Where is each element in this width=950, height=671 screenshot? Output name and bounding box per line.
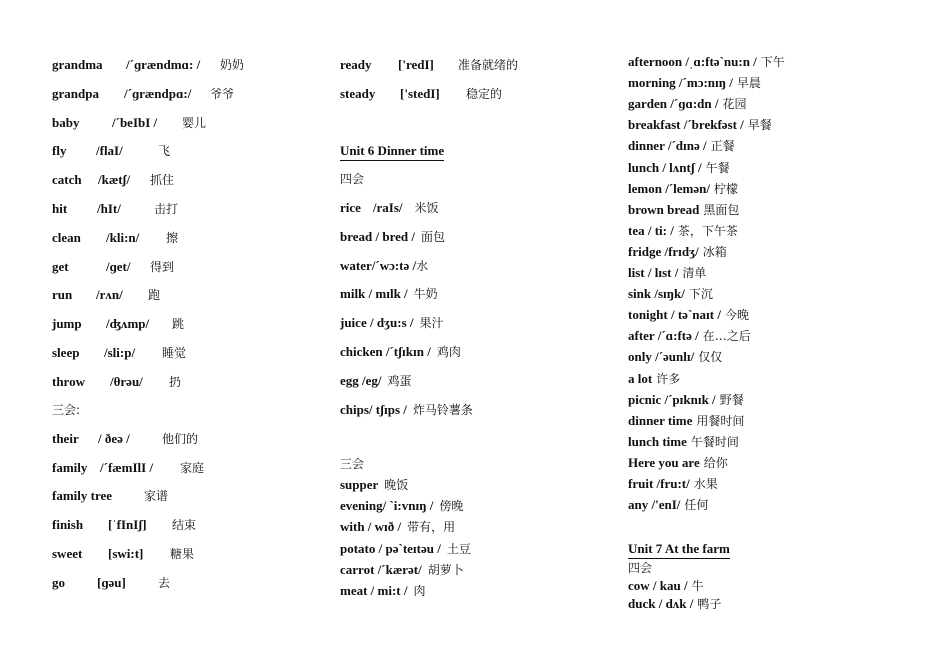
vocab-word: meat / mi:t / bbox=[340, 583, 408, 598]
vocab-word: fridge /frɪdʒ/ bbox=[628, 243, 699, 259]
vocab-word: jump bbox=[52, 316, 82, 332]
vocab-meaning: 用餐时间 bbox=[696, 413, 745, 428]
vocab-row bbox=[340, 541, 471, 557]
vocab-word: sleep bbox=[52, 345, 80, 360]
vocab-word: afternoon /ˌɑ:ftəˋnu:n / bbox=[628, 54, 757, 69]
vocab-word: chicken /ˊtʃɪkɪn / bbox=[340, 344, 431, 359]
vocab-word: cow / kau / bbox=[628, 578, 688, 593]
vocab-meaning: 早晨 bbox=[736, 76, 761, 91]
vocab-meaning: 牛 bbox=[691, 579, 704, 593]
vocab-row bbox=[340, 315, 444, 331]
vocab-word: tea / ti: / bbox=[628, 222, 674, 238]
vocab-word: lunch / lʌntʃ / bbox=[628, 159, 702, 175]
vocab-row bbox=[52, 258, 175, 275]
vocab-row bbox=[52, 517, 197, 533]
vocab-word: go bbox=[52, 574, 65, 590]
vocab-row bbox=[52, 85, 235, 102]
vocab-row bbox=[340, 85, 503, 102]
vocab-row bbox=[628, 265, 706, 281]
vocab-meaning: 家庭 bbox=[180, 460, 205, 475]
vocab-row bbox=[340, 562, 464, 578]
vocab-word: throw bbox=[52, 373, 85, 389]
vocab-meaning: 面包 bbox=[421, 229, 446, 244]
vocab-row bbox=[52, 488, 169, 504]
vocab-word: steady bbox=[340, 85, 376, 101]
vocab-meaning: 果汁 bbox=[419, 316, 444, 331]
vocab-row bbox=[52, 345, 187, 361]
vocab-meaning: 击打 bbox=[154, 202, 179, 216]
vocab-meaning: 炸马铃薯条 bbox=[412, 402, 473, 417]
vocab-row bbox=[628, 434, 739, 450]
vocab-word: milk / mɪlk / bbox=[340, 286, 408, 302]
vocab-meaning: 傍晚 bbox=[439, 499, 464, 514]
vocab-meaning: 冰箱 bbox=[702, 244, 727, 259]
unit-heading: Unit 7 At the farm bbox=[628, 541, 730, 559]
vocab-word: catch bbox=[52, 172, 82, 188]
vocab-word: carrot /ˊkærət/ bbox=[340, 561, 422, 577]
vocab-meaning: 糖果 bbox=[170, 546, 195, 561]
vocab-phonetic: [ˈfInIʃ] bbox=[108, 517, 147, 533]
vocab-phonetic: /flaI/ bbox=[96, 143, 123, 159]
vocab-meaning: 家谱 bbox=[144, 489, 169, 504]
vocab-meaning: 跳 bbox=[172, 317, 185, 332]
vocab-meaning: 任何 bbox=[684, 498, 709, 513]
vocab-meaning: 野餐 bbox=[719, 392, 744, 407]
vocab-meaning: 午餐时间 bbox=[690, 434, 739, 449]
vocab-row bbox=[628, 54, 785, 70]
vocab-meaning: 准备就绪的 bbox=[458, 58, 519, 72]
vocab-meaning: 鸡蛋 bbox=[387, 373, 412, 388]
vocab-word: get bbox=[52, 258, 69, 274]
section-label: 三会: bbox=[52, 403, 81, 417]
vocab-word: garden /ˊɡɑ:dn / bbox=[628, 96, 719, 112]
vocab-phonetic: /raIs/ bbox=[372, 200, 403, 215]
vocab-word: family tree bbox=[52, 488, 113, 504]
vocab-row bbox=[340, 373, 412, 389]
vocab-row bbox=[52, 114, 207, 131]
vocab-word: lemon /ˊlemən/ bbox=[628, 180, 710, 196]
vocab-word: water/ˊwɔ:tə / bbox=[340, 257, 417, 273]
vocab-meaning: 稳定的 bbox=[466, 86, 503, 101]
vocab-word: evening/ ˋi:vnɪŋ / bbox=[340, 498, 434, 514]
vocab-row bbox=[52, 287, 161, 303]
vocab-row bbox=[628, 455, 728, 471]
vocab-row bbox=[340, 519, 455, 535]
vocab-word: potato / pəˋteɪtəu / bbox=[340, 540, 441, 556]
vocab-word: supper bbox=[340, 477, 379, 492]
vocab-meaning: 清单 bbox=[682, 266, 707, 280]
vocab-row bbox=[628, 160, 730, 176]
vocab-meaning: 鸭子 bbox=[697, 597, 722, 611]
vocab-row bbox=[52, 545, 195, 562]
vocab-meaning: 晚饭 bbox=[384, 478, 409, 492]
vocab-meaning: 水果 bbox=[693, 477, 718, 491]
vocab-meaning: 下沉 bbox=[688, 287, 713, 302]
vocab-row bbox=[628, 349, 722, 365]
vocab-row bbox=[628, 476, 718, 492]
vocab-row bbox=[52, 431, 199, 447]
vocab-word: bread / bred / bbox=[340, 228, 416, 244]
vocab-meaning: 鸡肉 bbox=[436, 345, 461, 359]
vocab-row bbox=[628, 328, 751, 344]
vocab-phonetic: /hIt/ bbox=[97, 201, 121, 216]
vocab-word: grandma bbox=[52, 57, 103, 72]
vocab-word: chips/ tʃɪps / bbox=[340, 401, 407, 417]
vocab-meaning: 黑面包 bbox=[703, 202, 740, 217]
vocab-phonetic: /rʌn/ bbox=[96, 287, 123, 303]
vocab-word: lunch time bbox=[628, 433, 687, 449]
vocab-word: Here you are bbox=[628, 454, 700, 470]
section-label: 四会 bbox=[628, 561, 653, 575]
vocab-word: dinner time bbox=[628, 412, 693, 428]
vocab-row bbox=[628, 392, 744, 408]
vocab-word: after /ˊɑ:ftə / bbox=[628, 328, 699, 344]
vocab-meaning: 结束 bbox=[172, 518, 197, 533]
vocab-word: brown bread bbox=[628, 201, 700, 217]
vocab-phonetic: /θrəu/ bbox=[110, 373, 143, 389]
vocab-phonetic: ['stedI] bbox=[400, 85, 440, 101]
vocab-meaning: 正餐 bbox=[710, 139, 735, 154]
vocab-word: sweet bbox=[52, 545, 83, 561]
vocab-phonetic: [ɡəu] bbox=[97, 574, 126, 590]
vocab-phonetic: /ˊɡrændpɑ:/ bbox=[124, 85, 192, 101]
vocab-word: grandpa bbox=[52, 85, 99, 101]
vocab-meaning: 仅仅 bbox=[698, 350, 723, 365]
vocab-word: sink /sɪŋk/ bbox=[628, 286, 685, 302]
vocab-word: ready bbox=[340, 57, 372, 72]
vocab-phonetic: [swi:t] bbox=[108, 545, 144, 561]
vocab-word: rice bbox=[340, 200, 361, 215]
vocab-row bbox=[628, 96, 747, 112]
vocab-meaning: 给你 bbox=[703, 455, 728, 470]
unit-heading: Unit 6 Dinner time bbox=[340, 143, 444, 161]
vocab-word: fruit /fru:t/ bbox=[628, 476, 690, 491]
vocab-row bbox=[340, 498, 463, 514]
vocab-word: hit bbox=[52, 201, 68, 216]
vocab-meaning: 米饭 bbox=[414, 201, 439, 215]
vocab-word: morning /ˊmɔ:nɪŋ / bbox=[628, 75, 733, 91]
vocab-row bbox=[628, 371, 680, 387]
vocab-row bbox=[340, 258, 428, 274]
vocab-meaning: 下午 bbox=[760, 55, 785, 69]
vocab-meaning: 带有，用 bbox=[407, 520, 456, 535]
vocab-phonetic: /ɡet/ bbox=[106, 258, 131, 274]
vocab-meaning: 早餐 bbox=[747, 118, 772, 133]
vocab-meaning: 去 bbox=[158, 575, 171, 590]
vocab-meaning: 他们的 bbox=[162, 432, 199, 446]
vocab-meaning: 土豆 bbox=[446, 541, 471, 556]
vocab-phonetic: /ˊfæmIlI / bbox=[100, 459, 154, 475]
vocab-row bbox=[340, 229, 445, 245]
vocab-meaning: 花园 bbox=[722, 97, 747, 112]
vocab-row bbox=[52, 459, 205, 476]
vocab-meaning: 跑 bbox=[148, 288, 161, 303]
vocab-row bbox=[52, 229, 179, 246]
vocab-word: a lot bbox=[628, 370, 653, 386]
vocab-row bbox=[628, 413, 744, 429]
vocab-meaning: 许多 bbox=[656, 371, 681, 386]
vocab-row bbox=[628, 138, 735, 154]
vocab-row bbox=[52, 57, 245, 73]
vocab-word: duck / dʌk / bbox=[628, 596, 694, 611]
vocab-meaning: 得到 bbox=[150, 259, 175, 274]
vocab-phonetic: /ˊbeIbI / bbox=[112, 114, 158, 130]
vocab-row bbox=[52, 172, 175, 188]
vocab-meaning: 肉 bbox=[413, 584, 426, 598]
vocab-word: any /'enI/ bbox=[628, 497, 681, 513]
vocab-word: breakfast /ˊbrekfəst / bbox=[628, 117, 744, 133]
vocab-row bbox=[628, 497, 708, 513]
vocab-meaning: 今晚 bbox=[724, 308, 749, 323]
vocab-row bbox=[628, 286, 713, 302]
section-label: 四会 bbox=[340, 172, 365, 186]
vocab-phonetic: /ʤʌmp/ bbox=[106, 316, 150, 332]
vocab-word: clean bbox=[52, 229, 81, 245]
vocab-word: picnic /ˊpɪknɪk / bbox=[628, 391, 716, 407]
vocab-row bbox=[52, 316, 185, 332]
vocab-meaning: 飞 bbox=[158, 144, 171, 159]
vocab-meaning: 扔 bbox=[169, 374, 182, 389]
vocab-row bbox=[340, 200, 439, 216]
vocab-phonetic: /kli:n/ bbox=[106, 229, 140, 245]
vocab-row bbox=[628, 596, 721, 612]
vocab-meaning: 胡萝卜 bbox=[427, 562, 464, 577]
vocab-meaning: 茶，下午茶 bbox=[677, 223, 738, 238]
vocab-row bbox=[340, 344, 461, 360]
vocab-meaning: 婴儿 bbox=[182, 115, 207, 130]
vocab-meaning: 水 bbox=[416, 258, 429, 273]
vocab-row bbox=[340, 286, 438, 302]
vocab-word: list / lɪst / bbox=[628, 265, 679, 280]
vocab-row bbox=[628, 75, 761, 91]
vocab-meaning: 柠檬 bbox=[713, 181, 738, 196]
vocab-word: run bbox=[52, 287, 73, 303]
vocab-meaning: 擦 bbox=[166, 230, 179, 245]
vocab-word: their bbox=[52, 431, 79, 446]
vocab-row bbox=[628, 244, 727, 260]
vocab-meaning: 在…之后 bbox=[702, 329, 751, 344]
vocab-row bbox=[628, 307, 749, 323]
vocab-word: egg /eg/ bbox=[340, 372, 382, 388]
vocab-row bbox=[628, 181, 738, 197]
vocab-word: with / wɪð / bbox=[340, 519, 402, 535]
section-label: 三会 bbox=[340, 457, 365, 471]
vocab-phonetic: / ðeə / bbox=[98, 431, 130, 446]
vocab-meaning: 爷爷 bbox=[210, 86, 235, 101]
vocab-row bbox=[340, 477, 408, 493]
vocab-row bbox=[628, 578, 704, 594]
vocab-word: baby bbox=[52, 114, 80, 130]
vocab-word: juice / dʒu:s / bbox=[340, 315, 414, 331]
vocab-row bbox=[52, 201, 179, 217]
vocab-row bbox=[628, 223, 738, 239]
vocab-row bbox=[628, 117, 772, 133]
vocab-word: finish bbox=[52, 517, 84, 533]
vocab-row bbox=[52, 143, 171, 159]
vocab-word: only /ˊəunlɪ/ bbox=[628, 349, 695, 365]
vocab-row bbox=[628, 202, 739, 218]
vocab-phonetic: /ˊɡrændmɑ: / bbox=[126, 57, 201, 72]
vocab-phonetic: /sli:p/ bbox=[104, 345, 136, 360]
vocab-word: family bbox=[52, 459, 88, 475]
vocab-phonetic: /kætʃ/ bbox=[98, 172, 131, 188]
vocab-meaning: 牛奶 bbox=[413, 287, 438, 302]
vocab-row bbox=[340, 402, 473, 418]
vocab-row bbox=[340, 583, 426, 599]
vocab-meaning: 抓住 bbox=[150, 173, 175, 188]
vocab-phonetic: ['redI] bbox=[398, 57, 434, 72]
vocab-row bbox=[52, 574, 171, 591]
vocab-row bbox=[340, 57, 519, 73]
vocab-meaning: 睡觉 bbox=[162, 346, 187, 360]
vocab-word: dinner /ˊdɪnə / bbox=[628, 138, 707, 154]
vocab-meaning: 午餐 bbox=[705, 160, 730, 175]
vocab-row bbox=[52, 373, 182, 390]
vocab-word: fly bbox=[52, 143, 67, 159]
vocab-meaning: 奶奶 bbox=[220, 58, 245, 72]
vocab-word: tonight / təˋnaɪt / bbox=[628, 307, 721, 323]
